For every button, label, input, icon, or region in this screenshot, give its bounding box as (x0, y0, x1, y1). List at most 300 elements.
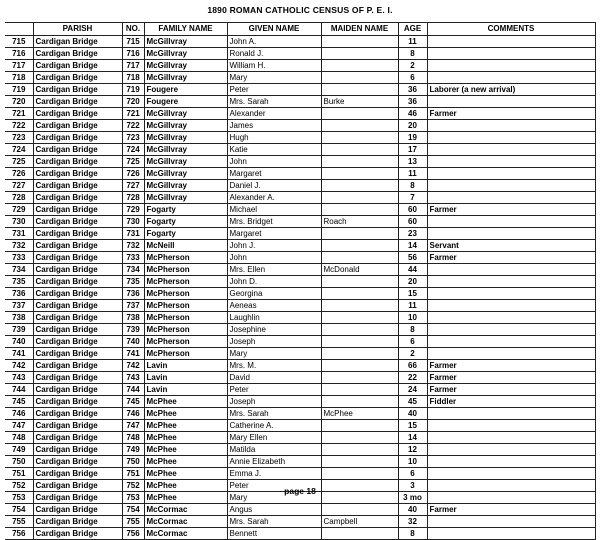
comments-cell: Farmer (427, 108, 595, 120)
maiden-name-cell (321, 312, 398, 324)
number-cell: 754 (122, 504, 144, 516)
maiden-name-cell (321, 468, 398, 480)
family-name-cell: McPherson (144, 300, 227, 312)
age-cell: 11 (398, 36, 427, 48)
number-cell: 746 (122, 408, 144, 420)
comments-cell (427, 96, 595, 108)
number-cell: 717 (122, 60, 144, 72)
parish-cell: Cardigan Bridge (33, 144, 122, 156)
number-cell: 739 (122, 324, 144, 336)
comments-cell (427, 516, 595, 528)
maiden-name-cell: Burke (321, 96, 398, 108)
maiden-name-cell (321, 384, 398, 396)
age-cell: 40 (398, 408, 427, 420)
table-row (5, 336, 595, 348)
family-name-cell: McPherson (144, 348, 227, 360)
index-header (5, 23, 33, 36)
parish-cell: Cardigan Bridge (33, 204, 122, 216)
comments-cell: Farmer (427, 204, 595, 216)
table-row (5, 216, 595, 228)
comments-cell: Farmer (427, 384, 595, 396)
number-cell: 732 (122, 240, 144, 252)
comments-cell (427, 48, 595, 60)
row-index: 755 (5, 516, 33, 528)
table-row (5, 36, 595, 48)
maiden-name-cell (321, 108, 398, 120)
row-index: 733 (5, 252, 33, 264)
row-index: 745 (5, 396, 33, 408)
comments-cell (427, 444, 595, 456)
given-name-cell: Michael (227, 204, 321, 216)
parish-cell: Cardigan Bridge (33, 132, 122, 144)
family-name-cell: McGillvray (144, 72, 227, 84)
given-name-cell: Matilda (227, 444, 321, 456)
family-name-cell: Lavin (144, 384, 227, 396)
family-name-cell: McGillvray (144, 144, 227, 156)
number-cell: 735 (122, 276, 144, 288)
age-cell: 3 (398, 480, 427, 492)
age-cell: 15 (398, 420, 427, 432)
maiden-name-cell: McDonald (321, 264, 398, 276)
given-name-cell: Peter (227, 384, 321, 396)
comments-cell (427, 132, 595, 144)
table-row (5, 240, 595, 252)
family-name-cell: McPherson (144, 264, 227, 276)
given-name-cell: John (227, 252, 321, 264)
comments-cell (427, 348, 595, 360)
age-cell: 2 (398, 348, 427, 360)
family-name-cell: Fougere (144, 96, 227, 108)
age-cell: 15 (398, 288, 427, 300)
family-name-cell: McGillvray (144, 132, 227, 144)
parish-cell: Cardigan Bridge (33, 48, 122, 60)
row-index: 715 (5, 36, 33, 48)
maiden-name-cell: Campbell (321, 516, 398, 528)
comments-cell (427, 72, 595, 84)
given-name-cell: Joseph (227, 396, 321, 408)
row-index: 722 (5, 120, 33, 132)
family-name-cell: McCormac (144, 516, 227, 528)
given-name-cell: John A. (227, 36, 321, 48)
age-cell: 20 (398, 120, 427, 132)
parish-cell: Cardigan Bridge (33, 36, 122, 48)
table-row (5, 384, 595, 396)
maiden-name-cell (321, 84, 398, 96)
age-header: AGE (398, 23, 427, 36)
family-name-cell: McCormac (144, 504, 227, 516)
maiden-name-cell (321, 156, 398, 168)
comments-cell (427, 36, 595, 48)
number-cell: 750 (122, 456, 144, 468)
parish-cell: Cardigan Bridge (33, 372, 122, 384)
given-name-header: GIVEN NAME (227, 23, 321, 36)
family-name-cell: Fogarty (144, 228, 227, 240)
maiden-name-cell (321, 180, 398, 192)
row-index: 717 (5, 60, 33, 72)
parish-cell: Cardigan Bridge (33, 360, 122, 372)
table-row (5, 420, 595, 432)
age-cell: 22 (398, 372, 427, 384)
comments-cell (427, 324, 595, 336)
maiden-name-cell (321, 120, 398, 132)
age-cell: 23 (398, 228, 427, 240)
given-name-cell: Mrs. Sarah (227, 96, 321, 108)
parish-cell: Cardigan Bridge (33, 432, 122, 444)
number-cell: 728 (122, 192, 144, 204)
comments-cell (427, 228, 595, 240)
age-cell: 45 (398, 396, 427, 408)
row-index: 749 (5, 444, 33, 456)
number-cell: 720 (122, 96, 144, 108)
maiden-name-cell (321, 504, 398, 516)
row-index: 721 (5, 108, 33, 120)
age-cell: 24 (398, 384, 427, 396)
given-name-cell: Mrs. Bridget (227, 216, 321, 228)
parish-cell: Cardigan Bridge (33, 84, 122, 96)
table-row (5, 264, 595, 276)
number-cell: 740 (122, 336, 144, 348)
table-row (5, 72, 595, 84)
number-cell: 724 (122, 144, 144, 156)
given-name-cell: Angus (227, 504, 321, 516)
comments-header: COMMENTS (427, 23, 595, 36)
row-index: 747 (5, 420, 33, 432)
family-name-cell: McGillvray (144, 108, 227, 120)
age-cell: 10 (398, 312, 427, 324)
row-index: 724 (5, 144, 33, 156)
parish-cell: Cardigan Bridge (33, 252, 122, 264)
family-name-cell: McPherson (144, 288, 227, 300)
row-index: 754 (5, 504, 33, 516)
row-index: 725 (5, 156, 33, 168)
age-cell: 56 (398, 252, 427, 264)
row-index: 728 (5, 192, 33, 204)
number-cell: 756 (122, 528, 144, 540)
comments-cell: Servant (427, 240, 595, 252)
row-index: 716 (5, 48, 33, 60)
comments-cell (427, 456, 595, 468)
table-row (5, 108, 595, 120)
family-name-cell: McPherson (144, 252, 227, 264)
parish-cell: Cardigan Bridge (33, 264, 122, 276)
parish-cell: Cardigan Bridge (33, 516, 122, 528)
family-name-cell: McGillvray (144, 36, 227, 48)
table-row (5, 48, 595, 60)
number-cell: 747 (122, 420, 144, 432)
parish-cell: Cardigan Bridge (33, 156, 122, 168)
table-row (5, 372, 595, 384)
parish-cell: Cardigan Bridge (33, 288, 122, 300)
number-cell: 722 (122, 120, 144, 132)
parish-header: PARISH (33, 23, 122, 36)
age-cell: 11 (398, 300, 427, 312)
row-index: 734 (5, 264, 33, 276)
age-cell: 10 (398, 456, 427, 468)
given-name-cell: Katie (227, 144, 321, 156)
family-name-cell: McGillvray (144, 156, 227, 168)
parish-cell: Cardigan Bridge (33, 444, 122, 456)
family-name-cell: McGillvray (144, 168, 227, 180)
row-index: 744 (5, 384, 33, 396)
number-cell: 730 (122, 216, 144, 228)
age-cell: 60 (398, 216, 427, 228)
row-index: 748 (5, 432, 33, 444)
row-index: 736 (5, 288, 33, 300)
maiden-name-cell (321, 192, 398, 204)
table-row (5, 312, 595, 324)
family-name-cell: Fougere (144, 84, 227, 96)
row-index: 746 (5, 408, 33, 420)
comments-cell: Farmer (427, 252, 595, 264)
comments-cell (427, 468, 595, 480)
number-cell: 715 (122, 36, 144, 48)
maiden-name-cell (321, 396, 398, 408)
family-name-cell: McGillvray (144, 120, 227, 132)
parish-cell: Cardigan Bridge (33, 408, 122, 420)
number-cell: 743 (122, 372, 144, 384)
table-row (5, 456, 595, 468)
number-cell: 751 (122, 468, 144, 480)
parish-cell: Cardigan Bridge (33, 228, 122, 240)
maiden-name-cell (321, 168, 398, 180)
maiden-name-cell: McPhee (321, 408, 398, 420)
row-index: 752 (5, 480, 33, 492)
age-cell: 14 (398, 240, 427, 252)
number-cell: 733 (122, 252, 144, 264)
page-number: page 18 (284, 486, 316, 496)
maiden-name-cell (321, 144, 398, 156)
given-name-cell: Alexander (227, 108, 321, 120)
parish-cell: Cardigan Bridge (33, 396, 122, 408)
table-row (5, 300, 595, 312)
age-cell: 14 (398, 432, 427, 444)
given-name-cell: Margaret (227, 228, 321, 240)
family-name-cell: McPhee (144, 396, 227, 408)
table-row (5, 204, 595, 216)
family-name-cell: McPherson (144, 276, 227, 288)
given-name-cell: Laughlin (227, 312, 321, 324)
family-name-cell: Lavin (144, 360, 227, 372)
given-name-cell: Catherine A. (227, 420, 321, 432)
given-name-cell: John (227, 156, 321, 168)
parish-cell: Cardigan Bridge (33, 420, 122, 432)
comments-cell (427, 120, 595, 132)
age-cell: 36 (398, 96, 427, 108)
number-cell: 748 (122, 432, 144, 444)
given-name-cell: Annie Elizabeth (227, 456, 321, 468)
table-row (5, 396, 595, 408)
maiden-name-cell (321, 360, 398, 372)
comments-cell: Farmer (427, 360, 595, 372)
given-name-cell: Alexander A. (227, 192, 321, 204)
table-row (5, 276, 595, 288)
maiden-name-cell (321, 252, 398, 264)
maiden-name-cell (321, 60, 398, 72)
given-name-cell: Emma J. (227, 468, 321, 480)
given-name-cell: Ronald J. (227, 48, 321, 60)
given-name-cell: Mary Ellen (227, 432, 321, 444)
family-name-cell: McGillvray (144, 48, 227, 60)
table-row (5, 120, 595, 132)
age-cell: 32 (398, 516, 427, 528)
comments-cell (427, 144, 595, 156)
parish-cell: Cardigan Bridge (33, 216, 122, 228)
given-name-cell: Georgina (227, 288, 321, 300)
age-cell: 66 (398, 360, 427, 372)
comments-cell (427, 432, 595, 444)
given-name-cell: Josephine (227, 324, 321, 336)
age-cell: 7 (398, 192, 427, 204)
table-row (5, 228, 595, 240)
parish-cell: Cardigan Bridge (33, 384, 122, 396)
age-cell: 36 (398, 84, 427, 96)
given-name-cell: Peter (227, 84, 321, 96)
comments-cell (427, 528, 595, 540)
page-title: 1890 ROMAN CATHOLIC CENSUS OF P. E. I. (207, 5, 393, 15)
maiden-name-header: MAIDEN NAME (321, 23, 398, 36)
age-cell: 8 (398, 528, 427, 540)
number-cell: 742 (122, 360, 144, 372)
age-cell: 8 (398, 180, 427, 192)
number-cell: 716 (122, 48, 144, 60)
maiden-name-cell (321, 276, 398, 288)
row-index: 739 (5, 324, 33, 336)
given-name-cell: Mrs. Sarah (227, 516, 321, 528)
number-cell: 752 (122, 480, 144, 492)
table-row (5, 324, 595, 336)
age-cell: 40 (398, 504, 427, 516)
family-name-cell: McPherson (144, 312, 227, 324)
given-name-cell: Mary (227, 492, 321, 504)
comments-cell (427, 288, 595, 300)
given-name-cell: Mrs. M. (227, 360, 321, 372)
table-row (5, 252, 595, 264)
maiden-name-cell (321, 72, 398, 84)
given-name-cell: David (227, 372, 321, 384)
family-name-cell: McPhee (144, 492, 227, 504)
age-cell: 11 (398, 168, 427, 180)
row-index: 743 (5, 372, 33, 384)
parish-cell: Cardigan Bridge (33, 60, 122, 72)
row-index: 729 (5, 204, 33, 216)
row-index: 750 (5, 456, 33, 468)
comments-cell (427, 336, 595, 348)
number-cell: 736 (122, 288, 144, 300)
comments-cell (427, 156, 595, 168)
header-row (5, 23, 595, 36)
maiden-name-cell (321, 36, 398, 48)
maiden-name-cell (321, 432, 398, 444)
row-index: 730 (5, 216, 33, 228)
family-name-cell: McPhee (144, 468, 227, 480)
row-index: 718 (5, 72, 33, 84)
maiden-name-cell (321, 372, 398, 384)
parish-cell: Cardigan Bridge (33, 300, 122, 312)
age-cell: 2 (398, 60, 427, 72)
no-header: NO. (122, 23, 144, 36)
maiden-name-cell: Roach (321, 216, 398, 228)
maiden-name-cell (321, 420, 398, 432)
given-name-cell: Mrs. Sarah (227, 408, 321, 420)
comments-cell (427, 264, 595, 276)
number-cell: 749 (122, 444, 144, 456)
maiden-name-cell (321, 48, 398, 60)
maiden-name-cell (321, 324, 398, 336)
table-row (5, 516, 595, 528)
age-cell: 60 (398, 204, 427, 216)
number-cell: 725 (122, 156, 144, 168)
row-index: 723 (5, 132, 33, 144)
table-row (5, 132, 595, 144)
number-cell: 726 (122, 168, 144, 180)
row-index: 738 (5, 312, 33, 324)
table-row (5, 192, 595, 204)
comments-cell: Farmer (427, 372, 595, 384)
parish-cell: Cardigan Bridge (33, 312, 122, 324)
given-name-cell: Margaret (227, 168, 321, 180)
comments-cell (427, 276, 595, 288)
age-cell: 13 (398, 156, 427, 168)
table-row (5, 180, 595, 192)
parish-cell: Cardigan Bridge (33, 324, 122, 336)
age-cell: 6 (398, 72, 427, 84)
parish-cell: Cardigan Bridge (33, 336, 122, 348)
family-name-cell: McPhee (144, 408, 227, 420)
maiden-name-cell (321, 204, 398, 216)
family-name-cell: McGillvray (144, 180, 227, 192)
family-name-cell: Lavin (144, 372, 227, 384)
given-name-cell: Mary (227, 72, 321, 84)
age-cell: 6 (398, 336, 427, 348)
maiden-name-cell (321, 348, 398, 360)
row-index: 732 (5, 240, 33, 252)
family-name-cell: McCormac (144, 528, 227, 540)
age-cell: 8 (398, 324, 427, 336)
family-name-header: FAMILY NAME (144, 23, 227, 36)
number-cell: 729 (122, 204, 144, 216)
table-row (5, 528, 595, 540)
number-cell: 723 (122, 132, 144, 144)
parish-cell: Cardigan Bridge (33, 528, 122, 540)
row-index: 719 (5, 84, 33, 96)
parish-cell: Cardigan Bridge (33, 456, 122, 468)
parish-cell: Cardigan Bridge (33, 480, 122, 492)
age-cell: 6 (398, 468, 427, 480)
given-name-cell: Mary (227, 348, 321, 360)
parish-cell: Cardigan Bridge (33, 240, 122, 252)
parish-cell: Cardigan Bridge (33, 276, 122, 288)
table-row (5, 432, 595, 444)
number-cell: 721 (122, 108, 144, 120)
given-name-cell: Daniel J. (227, 180, 321, 192)
given-name-cell: John J. (227, 240, 321, 252)
family-name-cell: McGillvray (144, 192, 227, 204)
family-name-cell: McPhee (144, 480, 227, 492)
maiden-name-cell (321, 528, 398, 540)
comments-cell (427, 300, 595, 312)
age-cell: 44 (398, 264, 427, 276)
number-cell: 741 (122, 348, 144, 360)
given-name-cell: Hugh (227, 132, 321, 144)
family-name-cell: McPhee (144, 420, 227, 432)
parish-cell: Cardigan Bridge (33, 468, 122, 480)
table-row (5, 360, 595, 372)
parish-cell: Cardigan Bridge (33, 192, 122, 204)
comments-cell (427, 60, 595, 72)
number-cell: 753 (122, 492, 144, 504)
comments-cell (427, 192, 595, 204)
comments-cell: Fiddler (427, 396, 595, 408)
